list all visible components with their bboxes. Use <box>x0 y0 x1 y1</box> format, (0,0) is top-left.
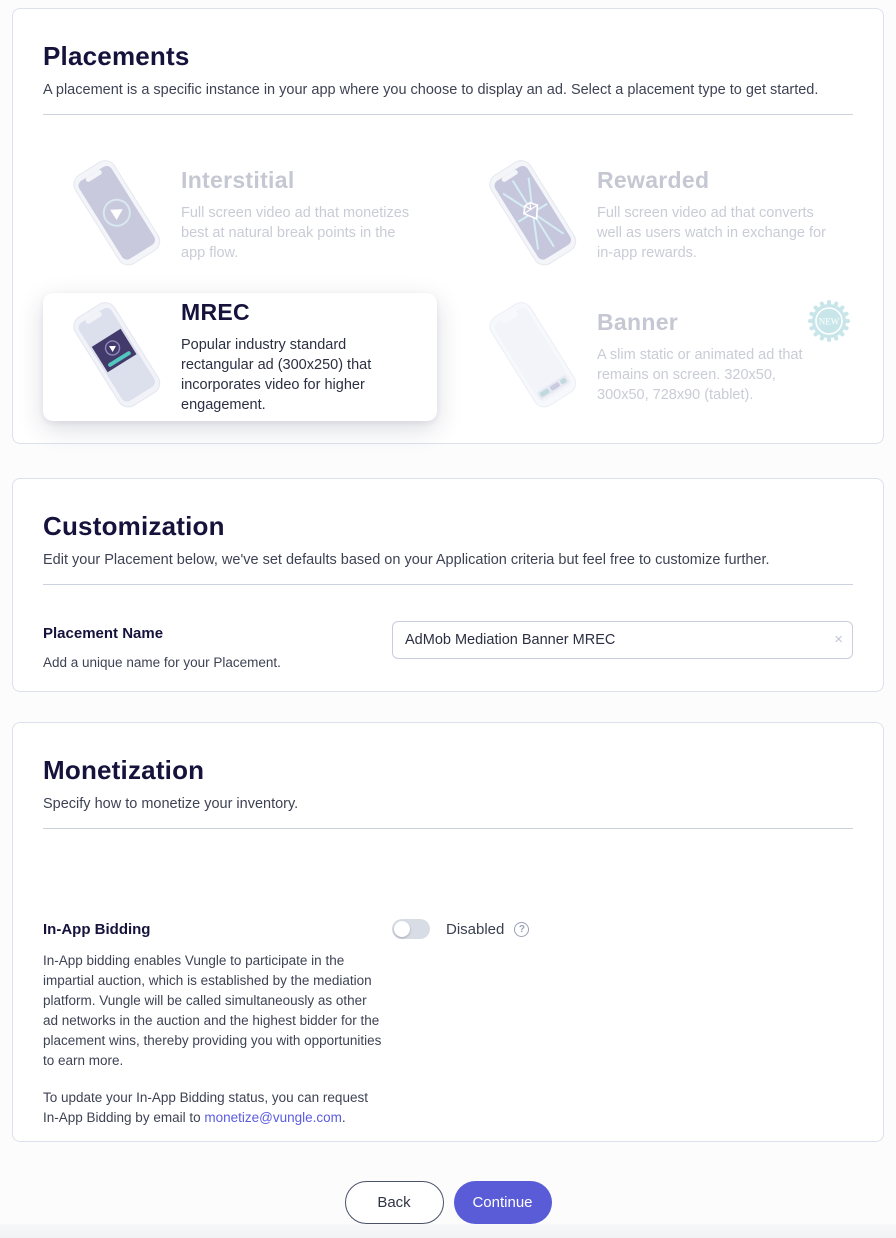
in-app-bidding-description: In-App bidding enables Vungle to participate in the impartial auction, which is established by the mediation platform. Vungle will be called simultaneously as other ad networks in the auction and the highest bidder for the placement wins, thereby providing you with opportunities to earn more. <box>43 953 382 1068</box>
back-button[interactable]: Back <box>345 1181 444 1224</box>
rewarded-phone-icon <box>469 159 597 271</box>
banner-phone-icon <box>469 301 597 413</box>
placement-title-mrec: MREC <box>181 299 250 325</box>
placement-name-row <box>43 621 853 670</box>
placements-title: Placements <box>43 41 190 71</box>
monetize-email-link[interactable]: monetize@vungle.com <box>204 1109 342 1125</box>
customization-card <box>12 478 884 692</box>
placement-type-interstitial[interactable] <box>43 153 437 277</box>
monetization-description: Specify how to monetize your inventory. <box>43 796 299 812</box>
footer-actions <box>0 1181 896 1224</box>
customization-title: Customization <box>43 511 225 541</box>
monetization-title: Monetization <box>43 755 205 785</box>
in-app-bidding-toggle[interactable] <box>392 919 430 939</box>
monetization-divider <box>43 828 853 829</box>
in-app-bidding-row <box>43 917 853 1128</box>
placement-name-input[interactable] <box>392 621 853 659</box>
placement-type-mrec[interactable] <box>43 293 437 421</box>
in-app-bidding-status: Disabled <box>446 920 505 938</box>
placements-divider <box>43 114 853 115</box>
new-badge-icon <box>807 299 851 343</box>
placement-type-grid <box>43 153 853 421</box>
interstitial-phone-icon <box>53 159 181 271</box>
help-icon[interactable]: ? <box>514 922 529 937</box>
placement-desc-interstitial: Full screen video ad that monetizes best at natural break points in the app flow. <box>181 205 410 261</box>
customization-description: Edit your Placement below, we've set defaults based on your Application criteria but feel free to customize further. <box>43 552 770 568</box>
continue-button[interactable]: Continue <box>454 1181 552 1224</box>
placement-title-interstitial: Interstitial <box>181 167 295 193</box>
monetization-card <box>12 722 884 1142</box>
customization-divider <box>43 584 853 585</box>
placement-name-label: Placement Name <box>43 625 164 642</box>
clear-input-icon[interactable]: × <box>834 631 843 648</box>
placements-card <box>12 8 884 444</box>
svg-text:NEW: NEW <box>818 316 840 327</box>
placement-name-helper: Add a unique name for your Placement. <box>43 655 281 670</box>
in-app-bidding-contact: To update your In-App Bidding status, you can request In-App Bidding by email to monetize@vungle.com. <box>43 1089 368 1125</box>
mrec-phone-icon <box>53 301 181 413</box>
in-app-bidding-label: In-App Bidding <box>43 921 151 938</box>
placement-desc-mrec: Popular industry standard rectangular ad (300x250) that incorporates video for higher engagement. <box>181 337 372 413</box>
toggle-knob <box>394 921 410 937</box>
placements-description: A placement is a specific instance in your app where you choose to display an ad. Select a placement type to get started. <box>43 82 819 98</box>
placement-title-banner: Banner <box>597 309 679 335</box>
placement-desc-banner: A slim static or animated ad that remains on screen. 320x50, 300x50, 728x90 (tablet). <box>597 347 803 403</box>
placement-type-banner[interactable] <box>459 293 853 421</box>
placement-desc-rewarded: Full screen video ad that converts well as users watch in exchange for in-app rewards. <box>597 205 826 261</box>
placement-type-rewarded[interactable] <box>459 153 853 277</box>
placement-title-rewarded: Rewarded <box>597 167 710 193</box>
bottom-edge-strip <box>0 1224 896 1238</box>
